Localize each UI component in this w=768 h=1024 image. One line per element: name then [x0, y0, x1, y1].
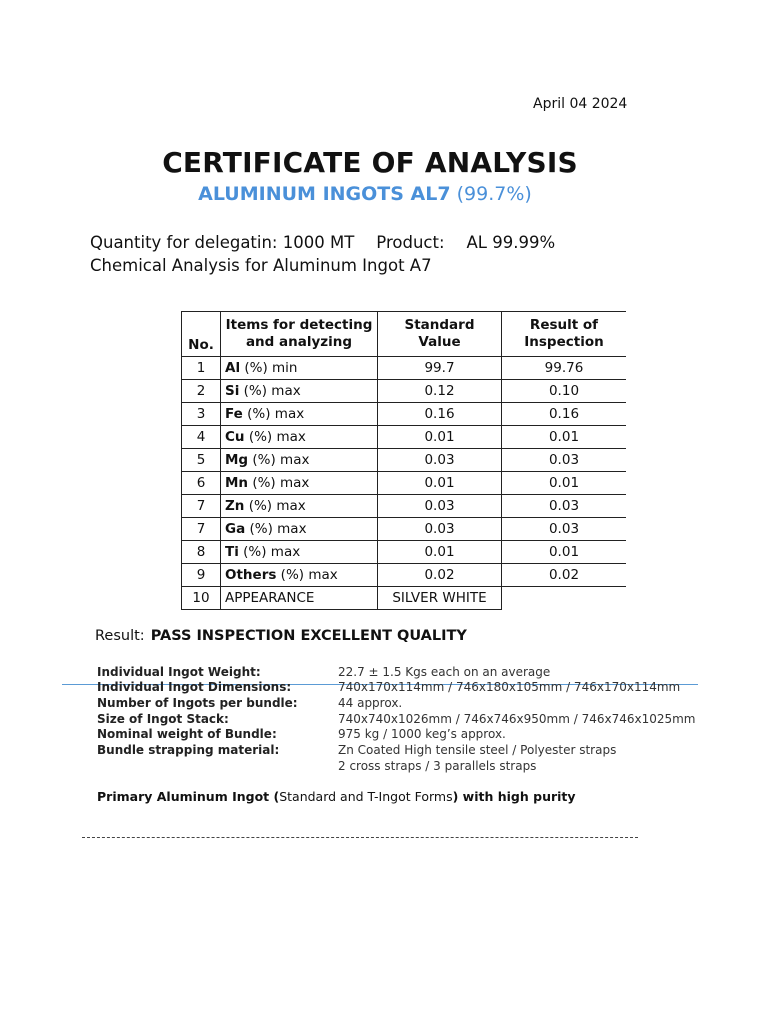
- spec-label: Individual Ingot Weight:: [97, 665, 261, 679]
- row-item: [221, 380, 378, 403]
- row-standard: 0.03: [378, 449, 502, 472]
- element-limit: APPEARANCE: [225, 590, 315, 606]
- product-label: Product:: [376, 233, 445, 252]
- row-item: [221, 495, 378, 518]
- primary-note-bold-start: Primary Aluminum Ingot (: [97, 789, 280, 804]
- row-standard: 0.03: [378, 518, 502, 541]
- row-number: 7: [182, 495, 221, 518]
- row-result: [502, 587, 627, 610]
- element-limit: (%) max: [239, 383, 301, 399]
- subtitle-product: ALUMINUM INGOTS AL7: [198, 183, 451, 205]
- row-number: 9: [182, 564, 221, 587]
- row-result: 0.03: [502, 449, 627, 472]
- element-symbol: Zn: [225, 498, 245, 514]
- row-result: 0.03: [502, 495, 627, 518]
- header-no: No.: [182, 312, 221, 357]
- row-standard: 0.01: [378, 472, 502, 495]
- primary-note-normal: Standard and T-Ingot Forms: [279, 789, 453, 804]
- element-limit: (%) max: [276, 567, 338, 583]
- row-number: 5: [182, 449, 221, 472]
- element-symbol: Ti: [225, 544, 239, 560]
- row-standard: 0.01: [378, 541, 502, 564]
- row-number: 8: [182, 541, 221, 564]
- header-result: [502, 312, 627, 357]
- header-result-line1: Result of: [529, 317, 599, 333]
- table-row: [182, 587, 627, 610]
- element-limit: (%) max: [245, 521, 307, 537]
- row-standard: 0.16: [378, 403, 502, 426]
- header-items: [221, 312, 378, 357]
- spec-value: Zn Coated High tensile steel / Polyester straps: [338, 743, 617, 757]
- table-row: [182, 380, 627, 403]
- row-item: [221, 357, 378, 380]
- element-limit: (%) max: [242, 406, 305, 422]
- row-number: 2: [182, 380, 221, 403]
- row-result: 0.01: [502, 472, 627, 495]
- subtitle-purity: (99.7%): [456, 183, 532, 205]
- header-standard-line2: Value: [418, 334, 461, 350]
- document-subtitle: [0, 183, 730, 205]
- row-standard: 0.02: [378, 564, 502, 587]
- row-result: 99.76: [502, 357, 627, 380]
- table-row: [182, 426, 627, 449]
- spec-value: 975 kg / 1000 keg’s approx.: [338, 727, 506, 741]
- result-label: Result:: [95, 628, 145, 644]
- primary-note-bold-end: ) with high purity: [452, 789, 576, 804]
- document-title: CERTIFICATE OF ANALYSIS: [162, 146, 578, 179]
- row-number: 4: [182, 426, 221, 449]
- row-item: [221, 541, 378, 564]
- spec-label: Nominal weight of Bundle:: [97, 727, 277, 741]
- dashed-separator: [82, 837, 638, 838]
- table-row: [182, 518, 627, 541]
- header-standard: [378, 312, 502, 357]
- row-number: 7: [182, 518, 221, 541]
- element-symbol: Fe: [225, 406, 243, 422]
- row-item: [221, 449, 378, 472]
- product-value: AL 99.99%: [466, 233, 556, 252]
- analysis-line: Chemical Analysis for Aluminum Ingot A7: [90, 256, 432, 275]
- spec-label: Number of Ingots per bundle:: [97, 696, 298, 710]
- element-symbol: Cu: [225, 429, 245, 445]
- row-standard: 0.01: [378, 426, 502, 449]
- spec-value: 2 cross straps / 3 parallels straps: [338, 759, 537, 773]
- row-number: 1: [182, 357, 221, 380]
- row-item: [221, 564, 378, 587]
- row-result: 0.01: [502, 541, 627, 564]
- element-symbol: Mn: [225, 475, 249, 491]
- element-limit: (%) max: [248, 452, 310, 468]
- table-row: [182, 472, 627, 495]
- row-number: 6: [182, 472, 221, 495]
- spec-value: 22.7 ± 1.5 Kgs each on an average: [338, 665, 551, 679]
- document-date: April 04 2024: [533, 96, 628, 112]
- element-symbol: Others: [225, 567, 277, 583]
- table-row: [182, 403, 627, 426]
- row-result: 0.16: [502, 403, 627, 426]
- row-item: [221, 472, 378, 495]
- row-result: 0.03: [502, 518, 627, 541]
- element-limit: (%) max: [238, 544, 301, 560]
- table-row: [182, 541, 627, 564]
- spec-label: Individual Ingot Dimensions:: [97, 680, 292, 694]
- quantity-line: [90, 233, 555, 252]
- element-symbol: Mg: [225, 452, 249, 468]
- primary-note: [97, 789, 576, 804]
- element-symbol: Al: [225, 360, 241, 376]
- table-row: [182, 357, 627, 380]
- row-standard: 0.03: [378, 495, 502, 518]
- result-value: PASS INSPECTION EXCELLENT QUALITY: [150, 628, 467, 644]
- spec-label: Size of Ingot Stack:: [97, 712, 229, 726]
- table-row: [182, 564, 627, 587]
- row-result: 0.10: [502, 380, 627, 403]
- table-row: [182, 449, 627, 472]
- spec-value: 44 approx.: [338, 696, 403, 710]
- row-item: [221, 587, 378, 610]
- spec-label: Bundle strapping material:: [97, 743, 280, 757]
- element-limit: (%) max: [244, 498, 306, 514]
- element-limit: (%) max: [244, 429, 306, 445]
- row-result: 0.02: [502, 564, 627, 587]
- row-number: 10: [182, 587, 221, 610]
- row-number: 3: [182, 403, 221, 426]
- result-line: [95, 628, 467, 644]
- row-standard: SILVER WHITE: [378, 587, 502, 610]
- spec-value: 740x740x1026mm / 746x746x950mm / 746x746x1025mm: [338, 712, 696, 726]
- analysis-table: [181, 311, 626, 610]
- row-standard: 0.12: [378, 380, 502, 403]
- row-standard: 99.7: [378, 357, 502, 380]
- analysis-table-body: [182, 357, 627, 610]
- header-result-line2: Inspection: [524, 334, 604, 350]
- row-result: 0.01: [502, 426, 627, 449]
- table-header-row: [182, 312, 627, 357]
- header-items-line1: Items for detecting: [225, 317, 373, 333]
- quantity-text: Quantity for delegatin: 1000 MT: [90, 233, 355, 252]
- element-symbol: Si: [225, 383, 240, 399]
- element-limit: (%) min: [240, 360, 298, 376]
- header-standard-line1: Standard: [404, 317, 475, 333]
- spec-value: 740x170x114mm / 746x180x105mm / 746x170x114mm: [338, 680, 681, 694]
- row-item: [221, 403, 378, 426]
- element-symbol: Ga: [225, 521, 246, 537]
- header-items-line2: and analyzing: [245, 334, 353, 350]
- row-item: [221, 518, 378, 541]
- table-row: [182, 495, 627, 518]
- row-item: [221, 426, 378, 449]
- element-limit: (%) max: [248, 475, 310, 491]
